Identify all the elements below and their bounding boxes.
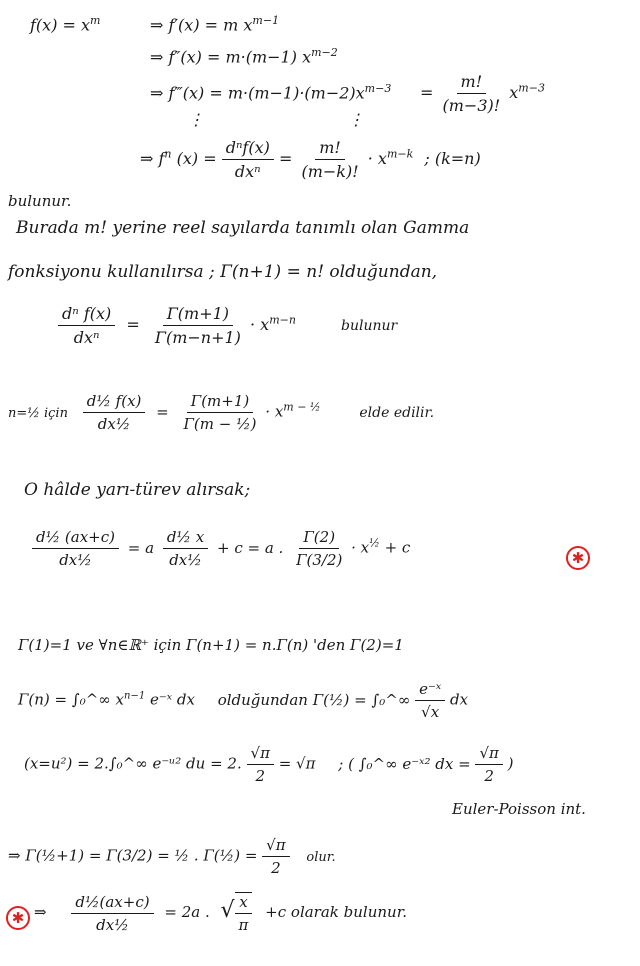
gamma-fraction [151, 304, 245, 347]
fraction-denominator: dx½ [59, 551, 92, 569]
equals-sign: = [278, 149, 293, 168]
fraction-numerator: m! [315, 138, 345, 160]
gamma-fraction [180, 392, 261, 433]
condition-n-half: n=½ için [8, 405, 68, 421]
order-n: n [164, 147, 172, 161]
fraction-denominator: dxⁿ [73, 328, 100, 347]
text-gamma-intro: Burada m! yerine reel sayılarda tanımlı olan Gamma [16, 218, 470, 238]
derivative-operator-fraction [32, 528, 119, 569]
line-gamma-three-halves [8, 836, 336, 877]
gamma-half-integral: olduğundan Γ(½) = ∫₀^∞ [217, 690, 411, 709]
exponent-m-minus-k: m−k [386, 147, 414, 161]
fraction-denominator: Γ(3/2) [296, 551, 343, 569]
derivative-operator-fraction [163, 528, 208, 569]
line-third-derivative [150, 82, 391, 102]
exponent-m: m [90, 14, 101, 27]
text-euler-poisson: Euler-Poisson int. [452, 800, 586, 818]
equals-2a: = 2a . [164, 903, 210, 921]
third-derivative-factorial-form [420, 72, 545, 115]
first-derivative: ⇒ f′(x) = m x [150, 15, 253, 35]
dx: dx [450, 690, 469, 709]
fraction-numerator: d½ (ax+c) [32, 528, 119, 549]
plus-c-equals-a: + c = a . [216, 538, 284, 557]
fraction-denominator: π [238, 916, 249, 934]
line-power-function [30, 14, 100, 34]
integrand-tail: e⁻ˣ dx [149, 690, 195, 709]
equals-sign: = [126, 315, 140, 334]
condition-k-equals-n: ; (k=n) [424, 149, 481, 168]
line-gaussian-substitution [24, 744, 514, 785]
fraction-numerator: dⁿf(x) [222, 138, 274, 160]
line-linear-half-derivative [32, 528, 410, 569]
integrand-fraction [415, 680, 445, 721]
x-variable: x [509, 83, 519, 102]
fraction-denominator: 2 [271, 859, 281, 877]
fraction-denominator: Γ(m−n+1) [154, 328, 241, 347]
continuation-dots: ⋮ [188, 110, 204, 129]
exponent-m-minus-half: m − ½ [283, 400, 321, 414]
third-derivative: ⇒ f‴(x) = m·(m−1)·(m−2)x [150, 83, 365, 103]
second-derivative: ⇒ f″(x) = m·(m−1) x [150, 47, 312, 67]
exponent-m-minus-3: m−3 [364, 82, 392, 95]
x-variable: · x [250, 315, 270, 334]
fraction-numerator: Γ(m+1) [163, 304, 233, 326]
f-of-x-def: f(x) = x [30, 15, 91, 35]
sqrt-symbol: √ [220, 898, 235, 923]
x-variable: · x [351, 538, 370, 557]
exponent-m-minus-n: m−n [269, 313, 296, 327]
fraction-denominator: dx½ [97, 415, 131, 433]
implies-arrow: ⇒ [34, 903, 47, 921]
exponent-m-minus-2: m−2 [311, 46, 338, 59]
continuation-dots: ⋮ [348, 110, 364, 129]
fraction-numerator: √π [247, 744, 274, 765]
plus-c: + c [384, 538, 411, 557]
close-paren: ) [507, 754, 514, 773]
text-gamma-property: fonksiyonu kullanılırsa ; Γ(n+1) = n! olduğundan, [8, 262, 438, 282]
x-variable: · x [265, 402, 284, 421]
gamma-three-halves: ⇒ Γ(½+1) = Γ(3/2) = ½ . Γ(½) = [8, 846, 258, 865]
line-half-derivative [8, 392, 434, 433]
fraction-numerator: d½ f(x) [83, 392, 146, 413]
exponent-m-minus-1: m−1 [252, 14, 280, 27]
line-gamma-integral [18, 680, 468, 721]
nth-derivative-prefix: ⇒ f [140, 149, 165, 168]
text-bulunur: bulunur [341, 318, 398, 334]
fraction-numerator: d½ x [163, 528, 208, 549]
factorial-fraction [297, 138, 362, 181]
fraction-denominator: √x [421, 703, 440, 721]
line-first-derivative [150, 14, 279, 34]
fraction-numerator: √π [262, 836, 289, 857]
line-nth-derivative [140, 138, 481, 181]
derivative-operator-fraction [58, 304, 115, 347]
red-star-mark: ✱ [566, 546, 590, 570]
equals-sqrt-pi: = √π [278, 754, 316, 773]
factorial-fraction [439, 72, 505, 115]
fraction-denominator: dxⁿ [234, 162, 261, 181]
text-olarak-bulunur: +c olarak bulunur. [265, 903, 407, 921]
red-star-mark: ✱ [6, 906, 30, 930]
fraction-numerator: Γ(m+1) [187, 392, 253, 413]
fraction-denominator: Γ(m − ½) [183, 415, 257, 433]
gamma-integral-def: Γ(n) = ∫₀^∞ x [18, 690, 124, 709]
sqrt-pi-half-fraction [475, 744, 502, 785]
exponent-n-minus-1: n−1 [124, 690, 146, 702]
gaussian-integral: ; ( ∫₀^∞ e⁻ˣ² dx = [338, 754, 471, 773]
equals-sign: = [156, 402, 169, 421]
fraction-denominator: dx½ [96, 915, 129, 934]
fraction-numerator: x [235, 893, 251, 914]
gamma-fraction [292, 528, 346, 569]
equals-sign: = [420, 83, 434, 102]
exponent-m-minus-3: m−3 [518, 81, 545, 95]
fraction-numerator: e⁻ˣ [415, 680, 445, 701]
text-half-derivative-intro: O hâlde yarı-türev alırsak; [24, 480, 251, 500]
text-bulunur: bulunur. [8, 192, 72, 210]
sqrt-x-over-pi [235, 892, 253, 934]
x-variable: · x [367, 149, 387, 168]
text-olur: olur. [306, 849, 336, 865]
sqrt-pi-half-fraction [247, 744, 274, 785]
fraction-numerator: m! [457, 72, 487, 94]
fraction-denominator: (m−k)! [301, 162, 359, 181]
exponent-half: ½ [369, 536, 380, 550]
fraction-denominator: (m−3)! [442, 96, 501, 115]
substitution-integral: (x=u²) = 2.∫₀^∞ e⁻ᵘ² du = 2. [24, 754, 242, 773]
line-second-derivative [150, 46, 338, 66]
derivative-operator-fraction [71, 893, 153, 934]
fraction-numerator: d½(ax+c) [71, 893, 153, 914]
fraction-numerator: Γ(2) [299, 528, 339, 549]
text-gamma-recurrence: Γ(1)=1 ve ∀n∈ℝ⁺ için Γ(n+1) = n.Γ(n) 'den Γ(2)=1 [18, 636, 404, 654]
line-final-result [34, 892, 407, 934]
nth-derivative-arg: (x) = [176, 149, 217, 168]
derivative-operator-fraction [222, 138, 274, 181]
fraction-denominator: dx½ [169, 551, 202, 569]
equals-a: = a [127, 538, 155, 557]
text-elde-edilir: elde edilir. [359, 404, 435, 421]
fraction-numerator: √π [475, 744, 502, 765]
fraction-denominator: 2 [255, 767, 265, 785]
fraction-numerator: dⁿ f(x) [58, 304, 115, 326]
sqrt-pi-half-fraction [262, 836, 289, 877]
line-gamma-derivative [58, 304, 397, 347]
derivative-operator-fraction [83, 392, 146, 433]
fraction-denominator: 2 [484, 767, 494, 785]
